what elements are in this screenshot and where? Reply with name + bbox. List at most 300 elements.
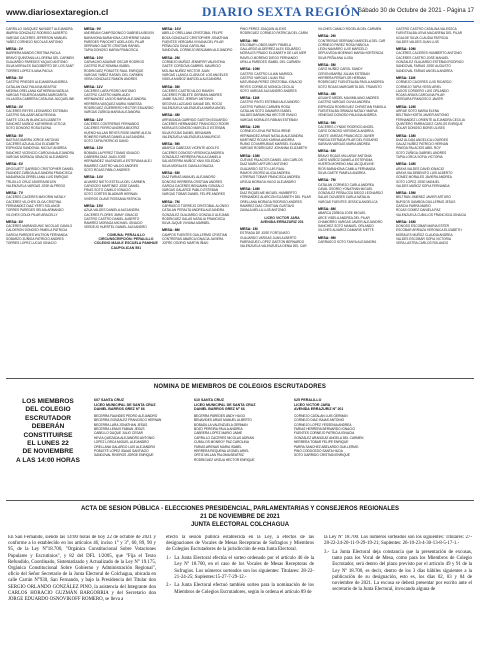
name-line: SANCHEZ MUÑOZ KATHERINE LETICIA — [6, 121, 66, 126]
mesa-block — [240, 96, 324, 122]
name-line: RAVELO MORENO DIEGO FERNANDO — [240, 55, 298, 60]
mesa-label: MESA: 13V — [84, 146, 103, 151]
name-line: VILCHES CAMILO ROGELIA DEL CARMEN — [318, 27, 382, 31]
name-line: CONTRERAS ABARCA IGNACIA JAVIERA — [162, 237, 224, 242]
item-text: La Junta Electoral deja constancia que la presentación de excusas, tanto para los Vocal de Mesa, como para los Miembros de Colegio Escrutador, será dentro del plazo previsto por el artículo 49 y 91 de la Ley Nº 18.700, es decir, dentro de los 3 días hábiles siguientes a la publicación de su designación, esto es, los días 02, 03 y 04 de noviembre de 2021. La excusa se deberá presentar por escrito ante el secretario de la Junta Electoral, invocando alguna de — [332, 549, 472, 593]
name-line: GAETE VARGAS FRANCISCO JAVIER — [318, 133, 375, 138]
mesa-block — [162, 200, 246, 226]
name-line: ESPINOZA SANDOVAL NICOLE ANDREA — [6, 146, 67, 151]
name-line: BECERRA GONZALEZ FRANCISCO HERNAN — [94, 418, 162, 423]
name-line: GONZALEZ GUAJARDO ESTEBAN RODRIGO — [396, 60, 464, 65]
mesa-block — [240, 27, 324, 36]
numbered-paragraph — [166, 556, 314, 581]
name-line: CATALAN DIAZ PAULINA BEATRIZ — [6, 84, 57, 89]
name-line: SILVA GAETE PAMELA ANDREA — [318, 170, 366, 175]
notice-line: DE NOVIEMBRE — [22, 448, 74, 456]
item-text: La Junta Electoral efectuó también sorteo para la nominación de los Miembros de Colegios Escrutadores, según lo ordena el artículo 89 de — [174, 583, 314, 595]
name-line: SILVA JAQUE VIVIANA MARIBEL — [162, 221, 211, 226]
name-line: VARGAS YAÑEZ RAFAEL DEL CARMEN — [84, 72, 143, 77]
name-line: BRAVO ROJAS MILLARAY ANTONIA — [318, 153, 372, 158]
name-line: BELTRAN JIMENEZ JAVIER ARTURO — [396, 195, 451, 200]
name-line: SERRANO GAETE CRISTIAN RAFAEL — [84, 44, 141, 49]
name-line: VERA GONZALEZ RAMON ANDRES — [84, 77, 138, 82]
name-line: AZUA VALDES DANIELA ALEJANDRA — [84, 208, 140, 213]
mesa-block — [318, 34, 402, 60]
name-line: CARO DONOSO VERONICA ANDREA — [318, 129, 374, 134]
mesa-block — [6, 191, 90, 217]
name-line: CASTRO CASTRO LILIAN MARISOL — [240, 71, 294, 76]
nomina-title: NOMINA DE MIEMBROS DE COLEGIOS ESCRUTADORES — [153, 384, 327, 390]
colegio-title-line: DANIEL BARROS GREZ Nº 66 — [94, 407, 145, 412]
name-line: VALDES ESCOBAR SOFIA VICTORIA — [396, 237, 451, 242]
name-line: VALDES BARAHONA HECTOR EMILIO — [240, 113, 297, 118]
colegio-title-line: LICEO MUNICIPAL DE SANTA CRUZ — [194, 402, 256, 407]
name-line: DIAZ MARIO ARTURO ANTONIO — [240, 162, 288, 167]
name-line: BECERRA LEMUS FABIAN JESUS — [94, 427, 145, 431]
name-line: FUENTES VERGARA VIVIANA DEL PILAR — [162, 39, 224, 44]
name-line: CATALAN PERALTA ANDREA ALEJANDRA — [162, 208, 225, 213]
mesa-block — [162, 113, 246, 139]
mesa-label: MESA: 3M — [162, 84, 180, 89]
name-line: HERNANDEZ VALENZUELA ESTEFANIA ALEJ — [84, 159, 152, 164]
name-line: ESCOBAR LOBOS MARY PAMELA — [240, 42, 292, 47]
name-line: VALENZUELA VARGAS JOSE ALFREDO — [6, 183, 66, 188]
mesa-block — [318, 207, 402, 233]
name-line: RAMOS OSORIO ALICIA ANDREA — [240, 170, 290, 175]
name-line: SOTO ROJAS PABLO ANDRES — [84, 167, 130, 172]
paragraph: efecto la sesión pública establecida en la Ley, a efectos de las designaciones de Vocales de Mesas Receptoras de Sufragios y Miembros de Colegios Escrutadores de la jurisdicción de esta Junta Electoral. — [166, 535, 314, 553]
numbered-paragraph — [324, 550, 472, 593]
name-line: GARCIA PARRA MARIO — [396, 203, 431, 208]
name-line: MATURANA PEREZ CRISTOBAL IGNACIO — [240, 80, 303, 85]
name-line: GOMEZ MORALES JAVIERA ANDREA — [396, 175, 452, 180]
mesa-block — [318, 121, 402, 147]
name-line: BOZO PEREIRA PAULA ANDREA — [194, 427, 243, 431]
name-line: FRIAS SOTO CAMILO IGNACIO — [84, 188, 131, 193]
colegio-box — [194, 398, 288, 496]
name-line: ARRUE SOTO MARIA ELENA — [396, 109, 440, 114]
mesa-block — [6, 76, 90, 102]
mesa-label: MESA: 9V — [84, 27, 101, 31]
colegio-box — [94, 398, 188, 496]
name-line: SOTO VARGAS ALEJANDRO ANDRES — [240, 88, 297, 93]
name-line: URILLA PAREDES ISABEL DEL CARMEN — [240, 60, 301, 65]
notice-line: CONSTITUIRSE — [23, 431, 73, 439]
name-line: CATALAN SOTO DAMARIS ISABEL — [240, 109, 292, 114]
mesa-block — [162, 85, 246, 111]
mesa-block — [6, 105, 90, 131]
name-line: GAETE COLLIN BLANCA ELIZABETH — [6, 117, 61, 122]
name-line: VARGAS FIGUEROA MARIA MARGARITA — [6, 93, 67, 98]
name-line: VARGAS MORALES FABIAN ESTEBAN — [240, 117, 298, 122]
name-line: RODRIGUEZ URZUA HECTOR ENRIQUE — [194, 457, 255, 462]
name-line: CACERES MARANGUNIC NICOLAS CAMILO — [6, 224, 73, 229]
name-line: MADARIAGA ORRELLANA LUIS ENRIQUE — [6, 175, 69, 180]
name-line: ESTRADA DE JOSE FORTUNATO — [240, 231, 290, 236]
mesa-label: MESA: 11M — [396, 75, 416, 80]
name-line: CACERES DONOSO VERONICA ANDREA — [162, 150, 224, 155]
name-line: ESCOBAR ARRIAZA VERONICA ELIZABETH — [396, 228, 462, 233]
mesa-block — [318, 149, 402, 175]
mesa-block — [6, 134, 90, 160]
name-line: GARCIA CACERES BENJAMIN GONZALO — [162, 183, 224, 188]
name-line: FERNANDEZ LORIENTE ALEJANDRA CECILIA — [396, 117, 465, 122]
mesa-block — [318, 92, 402, 118]
mesa-label: MESA: 7M — [162, 199, 180, 204]
name-line: URZUA MORAGA HUGO ALEJANDRO — [240, 179, 296, 184]
name-line: CARO NUÑEZ CAROL SANDY — [318, 67, 363, 72]
name-line: ZAVALA MELLA LUIS ANTONIO — [240, 208, 286, 213]
name-line: GALAZ NUÑEZ PATRICIO HERNAN — [396, 142, 449, 147]
name-line: VILCHES ALVAREZ DAMARIS IVETTE — [318, 228, 374, 233]
name-line: CASTRO CASTRO DANIEL ALBERTO — [84, 216, 140, 221]
mesa-block — [396, 76, 480, 102]
name-line: HEVIA QUEZADA ALEJANDRO ANTONIO — [94, 435, 155, 440]
name-line: FAUNDEZ ZUÑIGA ALEJANDRA FRANCISCA — [6, 170, 73, 175]
mesa-label: MESA: 2V — [6, 47, 23, 52]
name-line: CASTRO VARGAS LILIAN PAZ — [240, 75, 285, 80]
mesa-block — [396, 220, 480, 246]
name-line: ABARCA CABEZAS VICENTE ADOLFO — [162, 146, 220, 151]
name-line: CASTRO PRIEDES ALEJANDRA ANDREA — [6, 80, 68, 85]
name-line: GARCIA PAREDES WILTSON FERNANDA — [6, 232, 68, 237]
name-line: SANDOVAL CORNEJO BENJAMIN ALEJANDRO — [162, 48, 233, 53]
name-line: POBLETE LOPEZ ISAIAS SANTIAGO — [94, 449, 149, 454]
mesa-label: MESA: 11M — [240, 96, 260, 101]
name-line: SILVA PEÑA ANA LUISA — [318, 55, 353, 60]
divider — [6, 378, 474, 379]
name-line: BOBADILLA PEREZ TOMAS IGNACIO — [84, 150, 140, 155]
name-line: SANDOVAL RIVEROS JORGE ENRIQUE — [94, 453, 154, 458]
mesa-label: MESA: 13M — [240, 153, 260, 158]
name-line: FERNANDEZ ALARCON ELIZABETH DEL PILAR — [240, 195, 311, 200]
mesa-label: MESA: 10V — [84, 55, 103, 60]
name-line: ARRIAGADA GARRIDO GASTON EDUARDO — [162, 117, 228, 122]
name-line: SARAVIA VARGAS MARIA ANDREA — [318, 142, 371, 147]
name-line: VARGAS RODRIGUEZ JOHANNA ELIZABETH — [240, 146, 308, 151]
name-line: ARCE VIDELA ANDREA DEL PILAR — [318, 215, 370, 220]
notice-line: EL LUNES 22 — [27, 440, 69, 448]
mesa-label: MESA: 6M — [318, 149, 336, 154]
mesa-label: MESA: 4M — [318, 91, 336, 96]
name-line: ARAYA VALDES DAVID IGNACIO — [396, 166, 445, 171]
name-line: SALAS OLIVARES CARLA NATALIA — [318, 195, 370, 200]
name-line: VARGAS GALARCE PABLO ESTEBAN — [162, 188, 219, 193]
name-line: VALENZUELA VALENZUELA DENIA DEL CAR — [240, 244, 307, 249]
name-line: ABARCA ZÚÑIGA JOSE MIGUEL — [318, 211, 366, 216]
mesa-block — [162, 142, 246, 168]
mesa-block — [6, 27, 90, 44]
mesa-label: MESA: 6M — [162, 170, 180, 175]
name-line: BELTRAN HORTA JAVIER ANTONIO — [396, 113, 450, 118]
name-line: SANDOVAL FARIAS JOSE AUGUSTO — [396, 64, 451, 69]
name-line: SOBARZO ZUÑIGA PATRICIO ANDRES — [6, 237, 64, 242]
mesa-block — [84, 175, 168, 201]
colegio-title-line: AVENIDA ERRAZURIZ Nº 201 — [294, 407, 344, 412]
name-line: CASTRO CASTRO MARILAUDI — [84, 93, 130, 98]
paragraph: la Ley Nº 18.700. Los números sorteados son los siguientes: Titulares: 27-28-22-24-20-11-9-29-19-21; Suplentes: 26-10-23-4-30-13-8-5-17-1.- — [324, 535, 472, 547]
name-line: CATALAN CORNEJO CARLA ANDREA — [318, 182, 375, 187]
name-line: ORELLANA GALARDO LUIS ALEJANDRO — [94, 444, 156, 449]
list-column — [318, 27, 402, 375]
name-line: GUAJARDO SOTO LUIS RAUL — [240, 166, 285, 171]
mesa-block — [162, 56, 246, 82]
vocales-lists — [6, 27, 474, 375]
name-line: CHAMORRO VARGAS JAVIER ALEJANDRO — [318, 219, 383, 224]
name-line: CACERES HERNANDEZ FRANCISCO RODRI — [162, 121, 229, 126]
name-line: SEGOVIA LAZCANO DANAE DEL ROCIO — [162, 101, 223, 106]
name-line: SANCHEZ SOTO MANUEL ORLANDO — [318, 224, 374, 229]
mesa-block — [318, 236, 402, 245]
name-line: VIVEROS OLAVE ROSSANA PATRICIA — [84, 196, 141, 201]
list-column — [6, 27, 90, 375]
name-line: CARRILLO VASQUEZ NAYADET ALEJANDRA — [6, 27, 73, 31]
name-line: BASTIAS IBARRA JORGE ANTONIO — [6, 137, 60, 142]
notice-line: DEL COLEGIO — [25, 406, 71, 414]
mesa-label: MESA: 9M — [240, 38, 258, 43]
list-column — [240, 27, 324, 375]
mesa-block — [84, 85, 168, 115]
name-line: IBARRA GONZALEZ RODRIGO ALBERTO — [6, 31, 68, 36]
name-line: UGALDE SILVA CLAUDIA PATRICIA — [396, 35, 449, 40]
mesa-block — [396, 162, 480, 188]
notice-line: DEBERÁN — [31, 423, 65, 431]
name-line: FUENTEALBA LEIVA MACARENA DEL PILAR — [396, 31, 463, 36]
name-line: HERRERA REQUENA LEONEL ARIEL — [194, 449, 250, 454]
name-line: UTRERAS TOBAR FRANCISCA ANDREA — [240, 175, 301, 180]
mesa-block — [6, 162, 90, 188]
colegio-title — [294, 398, 388, 412]
name-line: CACERES REYES LEONARDO ESTEBAN — [6, 109, 68, 114]
name-line: PEÑALOZA SILVA CAROLINA — [162, 44, 206, 49]
name-line: MOLINA NUÑEZ HECTOR JUAN — [162, 68, 210, 73]
name-line: VILLAGRA CABRERA CATALINA JACQUELINE — [6, 97, 75, 102]
name-line: CONTRERAS SERRANO MARCELA DEL CAR — [318, 38, 386, 43]
colegio-title — [94, 398, 188, 412]
name-line: CARVACHO ADASME OSCAR RODRIGO — [84, 60, 145, 65]
name-line: VARGAS ZUÑIGA MARIA ALEJANDRA — [84, 110, 141, 115]
name-line: GALLARDO ALDERREZ ALEX EDUARDO — [240, 47, 301, 52]
name-line: SANCHEZ VICENCIO CAROLINA ALEJANDRA — [6, 150, 75, 155]
mesa-block — [240, 67, 324, 93]
mesa-block — [318, 178, 402, 204]
name-line: AGUAYO MEDEL MAXIMILIANO ANDRES — [318, 96, 379, 101]
item-number: 1.- — [166, 556, 172, 562]
mesa-block — [84, 146, 168, 172]
mesa-block — [84, 56, 168, 82]
name-line: SOLAR DONOSO BORIS ULISES — [396, 126, 445, 131]
mesa-block — [162, 171, 246, 197]
newspaper-title: DIARIO SEXTA REGIÓN — [202, 4, 361, 19]
name-line: FERNANDEZ DIAZ YERTI SOLANGE — [6, 203, 61, 208]
colegio-title-line: LICEO MUNICIPAL DE SANTA CRUZ — [94, 402, 156, 407]
name-line: VARGAS LLANCA CLARA DE LOS ANGELES — [162, 72, 228, 77]
name-line: HERNANDEZ ARIAS NATALIA ALEJANDRA — [240, 133, 304, 138]
mesa-block — [318, 63, 402, 89]
name-line: CUBILLOS MONROY PAZ CAROLINA — [194, 440, 249, 445]
mesa-block — [84, 27, 168, 53]
name-line: ANDREANI CAMPODONICO GABRIELA BELEN — [84, 31, 154, 36]
name-line: LEON NAVARRO LUIS MARCELO — [318, 47, 368, 52]
name-line: CASTRO PINTO ESTEBAN ALEJANDRO — [240, 100, 300, 105]
venue-line: COMUNA: PERALILLO — [107, 232, 145, 237]
mesa-label: MESA: 7V — [6, 191, 23, 196]
name-line: RODRIGUEZ FUENTEALBA PAOLA ANDREA — [318, 80, 384, 85]
name-line: CORNEJO LEIVA PATRICIA IRENE — [240, 129, 291, 134]
mesa-label: MESA: 14V — [84, 175, 103, 180]
mesa-block — [84, 204, 168, 230]
name-line: BARAHONA BARAHONA CATHERINE NADIA — [84, 35, 151, 40]
acta-title-line: 21 DE NOVIEMBRE DE 2021 — [200, 514, 280, 520]
name-line: MORALES PRADO ELIZABETH DE LAS MER — [240, 51, 307, 56]
venue-line: AVENIDA ERRAZURIZ 201 — [260, 219, 304, 224]
page-header — [6, 4, 474, 22]
name-line: BENAVIDES ARIAS MANUEL ALBERTO — [194, 418, 252, 423]
name-line: CERON IBARRA JULIAN ESTEBAN — [318, 71, 370, 76]
name-line: GONZALEZ GUAJARDO GONZALO ALEJAND — [162, 212, 230, 217]
name-line: CACERES FERRO ANDREA BEATRIZ — [84, 126, 140, 131]
name-line: RIOS BARAHONA CAMILA FERNANDA — [318, 166, 376, 171]
name-line: CORNEJO TAPIA YESSI ARIEL — [396, 84, 442, 89]
mesa-block — [240, 187, 324, 213]
mesa-label: MESA: 6V — [6, 162, 23, 167]
name-line: DIAZ FARIAS MANUEL ALEJANDRO — [162, 175, 216, 180]
name-line: CORNEJO PAREZ ROSA FABIOLA — [318, 42, 369, 47]
mesa-block — [240, 125, 324, 151]
name-line: GONZALEZ HERRERA PAULA DANIELA — [162, 155, 221, 160]
name-line: SOTO TAPIA PATRICIO DAVID — [84, 139, 129, 144]
name-line: LAGOS CORDERO LUIS ORLANDO — [396, 88, 449, 93]
divider — [6, 500, 474, 501]
mesa-block — [240, 154, 324, 184]
name-line: REYES CORNEJO MONICA CECILIA — [240, 84, 295, 89]
acta-column-3 — [324, 535, 472, 667]
name-line: VARGAS TOBAR DANIEL FELIPE ANDRES — [162, 192, 225, 197]
name-line: CORNEJO CACERES LUIS RICARDO — [396, 80, 452, 85]
name-line: CABRERA LOPEZ MARIO JAIME — [194, 431, 243, 436]
name-line: FUENTEALBA ORMAZA NATALY MAEVA — [318, 109, 378, 114]
name-line: DIAZ RIQUELME MIGUEL HUMBERTO — [240, 191, 297, 196]
colegio-title-line: 610 SANTA CRUZ — [194, 398, 224, 402]
name-line: CORNEJO DIAZ ISAIAS ANTONIO — [294, 418, 345, 423]
name-line: CACERES CYNDIE RODRIGO ANGEL — [318, 124, 374, 129]
name-line: ARAYA VALDEBENITO LUIS ALBERTO — [396, 170, 453, 175]
name-line: PINEDA PALACIOS ABEL ROY — [396, 146, 441, 151]
mesa-label: MESA: 14M — [396, 162, 416, 167]
name-line: PAREDES PINOCHET ADELA DEL PILAR — [84, 39, 145, 44]
name-line: ROMERO FARIAS DANIELA ALEJANDRA — [84, 134, 145, 139]
name-line: PINO CODOCEDO SANTA HILDA — [294, 449, 343, 454]
name-line: CORNEJO MUÑOZ JENNIFER VALENTINA — [162, 60, 225, 65]
name-line: RODRIGUEZ POBLETE RAUL ENRIQUE — [84, 68, 144, 73]
name-line: CACERES LARA PEDRO ANTONIO — [84, 88, 136, 93]
name-line: VENEGAS DONOSO PAULINA ANDREA — [318, 113, 377, 118]
acta-column-1 — [8, 535, 156, 667]
name-line: RAMIREZ CASTRO VALDO ANDRES — [84, 163, 138, 168]
name-line: VERDEJO HUERTEL DANIEL ALEJANDRO — [84, 225, 147, 230]
name-line: LOPEZ LORCA MIGUEL ALEJANDRO — [94, 440, 149, 445]
name-line: CACERES AZUA ALICIA ELIZABETH — [6, 142, 60, 147]
name-line: DIAZ ALCAÍA ANGELICA LOURDES — [396, 137, 449, 142]
mesa-label: MESA: 3V — [6, 75, 23, 80]
members-notice — [8, 398, 88, 465]
name-line: VALENZUELA CUBILLOS FRANCISCA IGNACIA — [396, 212, 467, 217]
mesa-label: MESA: 15V — [84, 203, 103, 208]
name-line: BECERRA LARA JONATHAN JESUS — [94, 422, 148, 427]
name-line: SOTO GARRIDO CRISTIAN ENRIQUE — [294, 453, 350, 458]
notice-line: ESCRUTADOR — [24, 414, 72, 422]
name-line: SEPULVEDA MOENNIG MARIA HORTENCIA — [318, 51, 384, 56]
name-line: ROJAS ARAYA CAROLINA PILAR — [396, 93, 445, 98]
name-line: SOTO ZUÑIGA GABRIEL ANDRES — [396, 150, 447, 155]
name-line: CARRASCO TORREJO CRISTOBAL ALONSO — [162, 203, 229, 208]
name-line: SOTO DONOSO ROSA ELENA — [6, 126, 52, 131]
paragraph: En San Fernando, siendo las 14:00 horas de hoy 22 de octubre de 2021 y conforme a lo establecido en los artículos 46, inciso 1° y 3°, 60, 89, 90 y 95, de la Ley N°18.700, "Orgánica Constitucional Sobre Votaciones Populares y Escrutinios", y 82 del DFL 1/2005, que "Fija el Texto Refundido, Coordinado, Sistematizado y Actualizado de la Ley N° 19.175, Orgánica Constitucional Sobre Gobierno y Administración Regional", oficio del Señor Secretario de la Junta Electoral de Colchagua, ubicada en calle Carrán N°930, San Fernando, y bajo la Presidencia del Titular don SERGIO ORLANDO GONZÁLEZ PINO, la asistencia del Integrante don CARLOS HORACIO GUZMÁN BARGORRIA y del Secretario don JORGE EDUARDO OSNOVIKOFF ROMERO, se lleva a — [8, 535, 156, 603]
name-line: MORALES DONOSO MARCELO ESTEBAN — [162, 126, 226, 131]
mesa-block — [318, 27, 402, 31]
name-line: FUENTES CORNEJO PATRICIA IGNACIA — [294, 431, 355, 436]
name-line: VILCHES GOLDI PILAR ARACELLY — [6, 212, 58, 217]
name-line: BECERRA FAUNDES PEDRO ALEJANDRO — [94, 413, 158, 418]
name-line: CACERES CONTRERAS FERNANDO — [84, 121, 140, 126]
mesa-block — [84, 233, 168, 250]
name-line: SOTO LOPEZ JOSE MANUEL — [396, 179, 440, 184]
name-line: CORNEJO LOPEZ YESSENIA ANDREA — [294, 422, 352, 427]
name-line: RODRIGUEZ GUERRERO HECTOR EDUARDO — [84, 106, 154, 111]
name-line: HERRERA VASQUEZ MARIA VANESSA — [84, 101, 142, 106]
name-line: YAÑEZ CORNEJO NICOLAS ANTONIO — [6, 39, 63, 44]
name-line: MORALES MUÑOZ CLAUDIA ANDREA — [396, 232, 453, 237]
name-line: VERA LASTRA CARLOS ROLANDO — [396, 241, 449, 246]
name-line: CASTRO FARIAS CARMEN ROSA — [240, 104, 291, 109]
name-line: VIDELA MUÑOZ MARCELA ALEJANDRA — [162, 77, 222, 82]
mesa-label: MESA: 12M — [240, 124, 260, 129]
mesa-label: MESA: 4V — [6, 104, 23, 109]
mesa-block — [240, 216, 324, 225]
venue-line: COLEGIO MAULE ESCUELA PANIHUE — [94, 241, 158, 246]
name-line: DROGUETT GARRIDO CRISTOPHER DANIEL — [6, 166, 74, 171]
acta-title-line: ACTA DE SESION PÚBLICA - ELECCIONES PRESIDENCIAL, PARLAMENTARIAS Y CONSEJEROS REGIONALES — [80, 506, 400, 512]
name-line: CASTRO SALAZAR AIDA REGINA — [6, 113, 56, 118]
mesa-label: MESA: 15M — [396, 191, 416, 196]
name-line: BARRERA MANDS CRISTINA PAOLA — [6, 51, 61, 56]
name-line: TORRES PAREDES SELMA ARMANDO — [6, 208, 64, 213]
name-line: SOTO CORTES BLADIMIR HERNAN — [84, 192, 138, 197]
name-line: SALVATIERRA MUÑOZ YANI SOLEDAD — [162, 159, 220, 164]
notice-line: A LAS 14:00 HORAS — [16, 456, 80, 464]
name-line: HERNANDEZ LAGOS MARIA ALEJANDRA — [84, 97, 146, 102]
mesa-label: MESA: 8M — [162, 228, 180, 233]
name-line: GUAJARDO VARGAS JUAN ALBERTO — [240, 235, 297, 240]
name-line: TORRES LOPEZ LUCAS IGNACIO — [6, 241, 57, 246]
name-line: CAVAL OSORIO YONATHAN MIGUEL — [318, 186, 373, 191]
name-line: PINO PEREZ JOAQUIN ALEXIS — [240, 27, 287, 31]
numbered-paragraph — [166, 583, 314, 595]
mesa-label: MESA: 3M — [318, 63, 336, 68]
mesa-block — [6, 47, 90, 73]
acta-title-line: JUNTA ELECTORAL COLCHAGUA — [190, 522, 290, 528]
mesa-label: MESA: 5M — [162, 142, 180, 147]
mesa-label: MESA: 7M — [318, 178, 336, 183]
mesa-label: MESA: 10M — [396, 47, 416, 52]
acta-column-2 — [166, 535, 314, 667]
colegio-title-line: LICEO VICTOR JARA — [294, 402, 331, 407]
name-line: CACERES VILCHES OLGA CRISTINA — [6, 199, 62, 204]
name-line: VALENZUELA VALENZUELA MARIA ANGEL — [162, 106, 226, 111]
name-line: FARIAS HERRERA BERNARDO IGNACIO — [294, 427, 355, 431]
name-line: RODRIGUEZ CORNEJO PATRICIA DEL CARM — [240, 31, 308, 36]
name-line: GONZALEZ PEÑALOZA DIEGO LEONARDO — [318, 191, 383, 196]
